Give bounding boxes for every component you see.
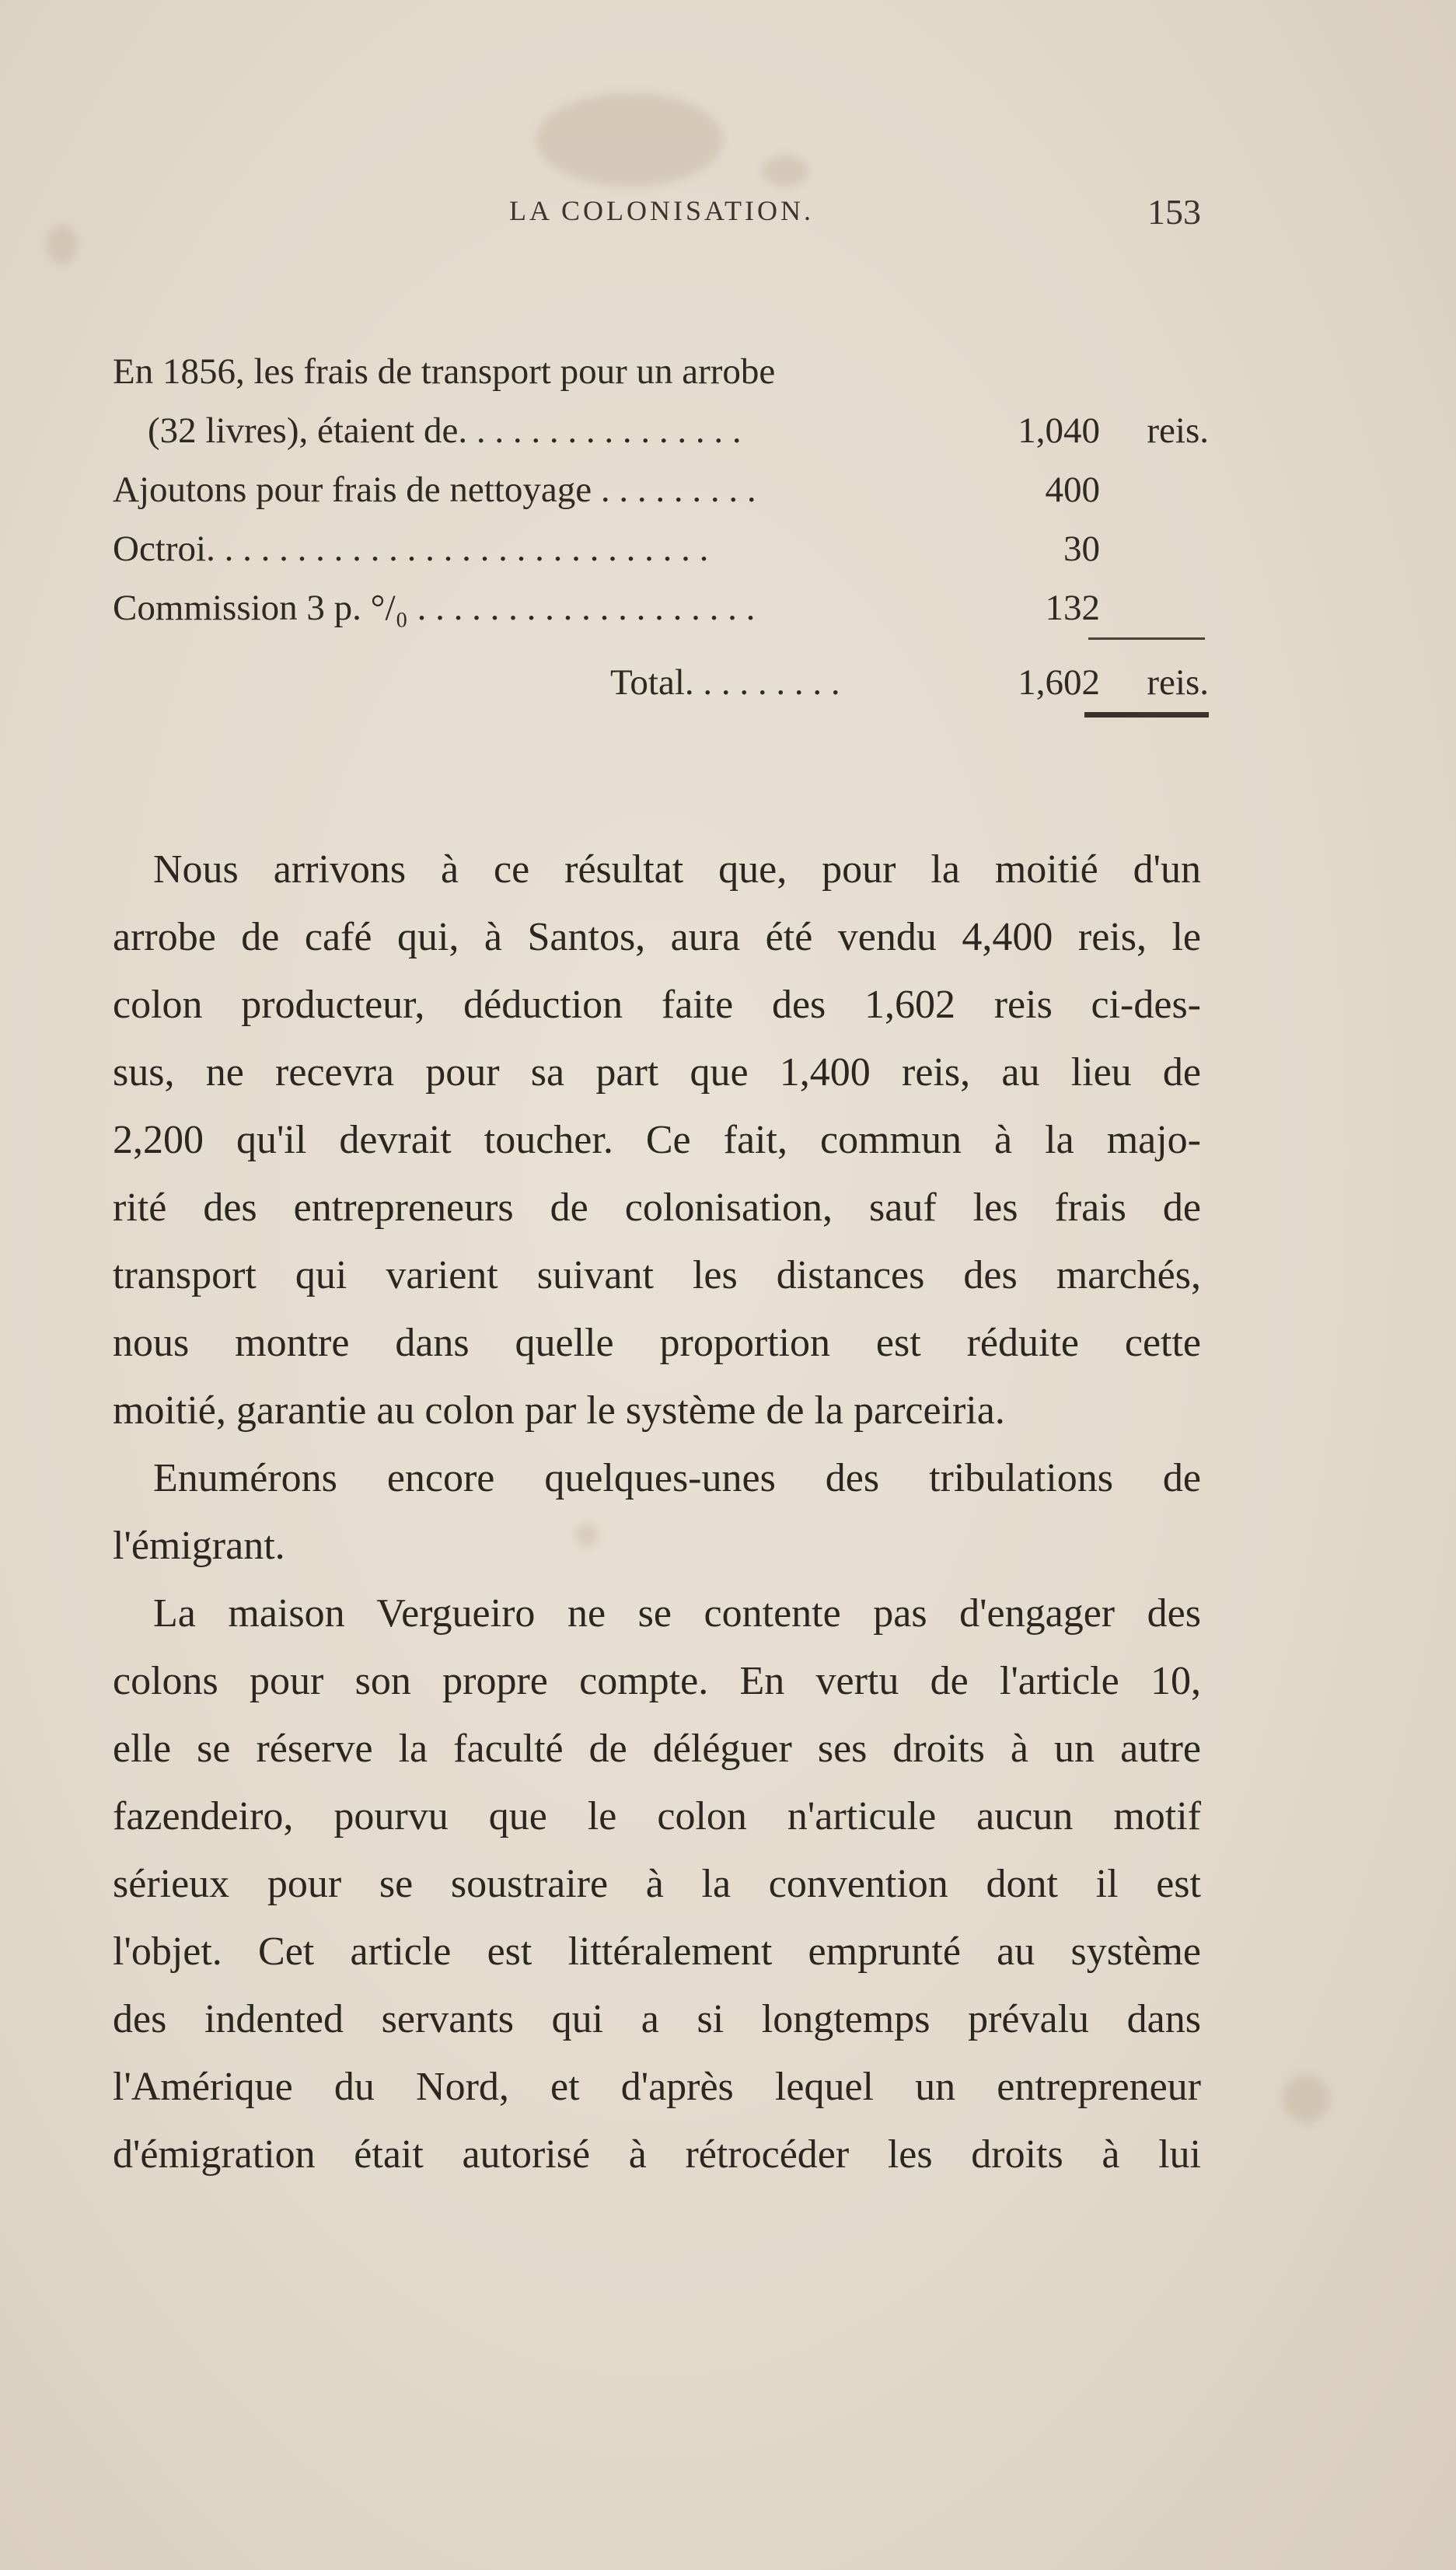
text-line: Nous arrivons à ce résultat que, pour la moitié d'un [153,847,1201,892]
running-title: LA COLONISATION. [509,195,814,226]
ledger-row [113,401,1209,460]
text-line: Enumérons encore quelques-unes des tribulations de [153,1456,1201,1500]
running-header [113,194,1201,241]
text-line: colons pour son propre compte. En vertu de l'article 10, [113,1659,1201,1703]
text-line: sérieux pour se soustraire à la convention dont il est [113,1862,1201,1906]
paper-stain [762,155,808,187]
text-line: l'objet. Cet article est littéralement emprunté au système [113,1929,1201,1974]
ledger-total-row [113,653,1209,712]
ledger-value: 1,040 [1018,410,1100,451]
paper-stain [536,93,723,187]
text-line: sus, ne recevra pour sa part que 1,400 reis, au lieu de [113,1050,1201,1095]
text-line: 2,200 qu'il devrait toucher. Ce fait, commun à la majo- [113,1118,1201,1162]
ledger-label: Octroi. . . . . . . . . . . . . . . . . . . . . . . . . . . . [113,529,709,569]
text-line: arrobe de café qui, à Santos, aura été vendu 4,400 reis, le [113,915,1201,959]
ledger-row [113,578,1209,637]
text-line: transport qui varient suivant les distances des marchés, [113,1253,1201,1297]
text-line: La maison Vergueiro ne se contente pas d'engager des [153,1591,1201,1636]
total-label: Total. . . . . . . . . [610,662,840,703]
subtotal-rule [1088,637,1205,640]
paper-stain [1283,2076,1329,2122]
text-line: l'émigrant. [113,1524,285,1568]
ledger-label: Commission 3 p. °/₀ . . . . . . . . . . . . . . . . . . . [113,588,756,628]
page-number: 153 [1147,192,1201,232]
body-text [113,836,1201,2188]
ledger-unit: reis. [1147,410,1209,451]
text-line: fazendeiro, pourvu que le colon n'articule aucun motif [113,1794,1201,1838]
text-line: l'Amérique du Nord, et d'après lequel un entrepreneur [113,2065,1201,2109]
total-unit: reis. [1147,662,1209,703]
paper-stain [47,225,78,264]
text-line: colon producteur, déduction faite des 1,602 reis ci-des- [113,983,1201,1027]
text-line: d'émigration était autorisé à rétrocéder les droits à lui [113,2132,1201,2177]
text-line: elle se réserve la faculté de déléguer ses droits à un autre [113,1727,1201,1771]
ledger-value: 400 [1045,470,1100,510]
total-rule [1084,712,1209,718]
ledger-label: Ajoutons pour frais de nettoyage . . . . . . . . . [113,470,756,510]
ledger-row [113,342,1209,401]
text-line: des indented servants qui a si longtemps prévalu dans [113,1997,1201,2041]
text-line: rité des entrepreneurs de colonisation, sauf les frais de [113,1185,1201,1230]
ledger-value: 30 [1063,529,1100,569]
ledger-value: 132 [1045,588,1100,628]
ledger-row [113,519,1209,578]
ledger-row [113,460,1209,519]
ledger-label: En 1856, les frais de transport pour un arrobe [113,351,776,392]
text-line: nous montre dans quelle proportion est réduite cette [113,1321,1201,1365]
ledger-label: (32 livres), étaient de. . . . . . . . . . . . . . . . [148,410,742,451]
total-value: 1,602 [1018,662,1100,703]
text-line: moitié, garantie au colon par le système de la parceiria. [113,1388,1005,1433]
cost-ledger [113,342,1209,728]
